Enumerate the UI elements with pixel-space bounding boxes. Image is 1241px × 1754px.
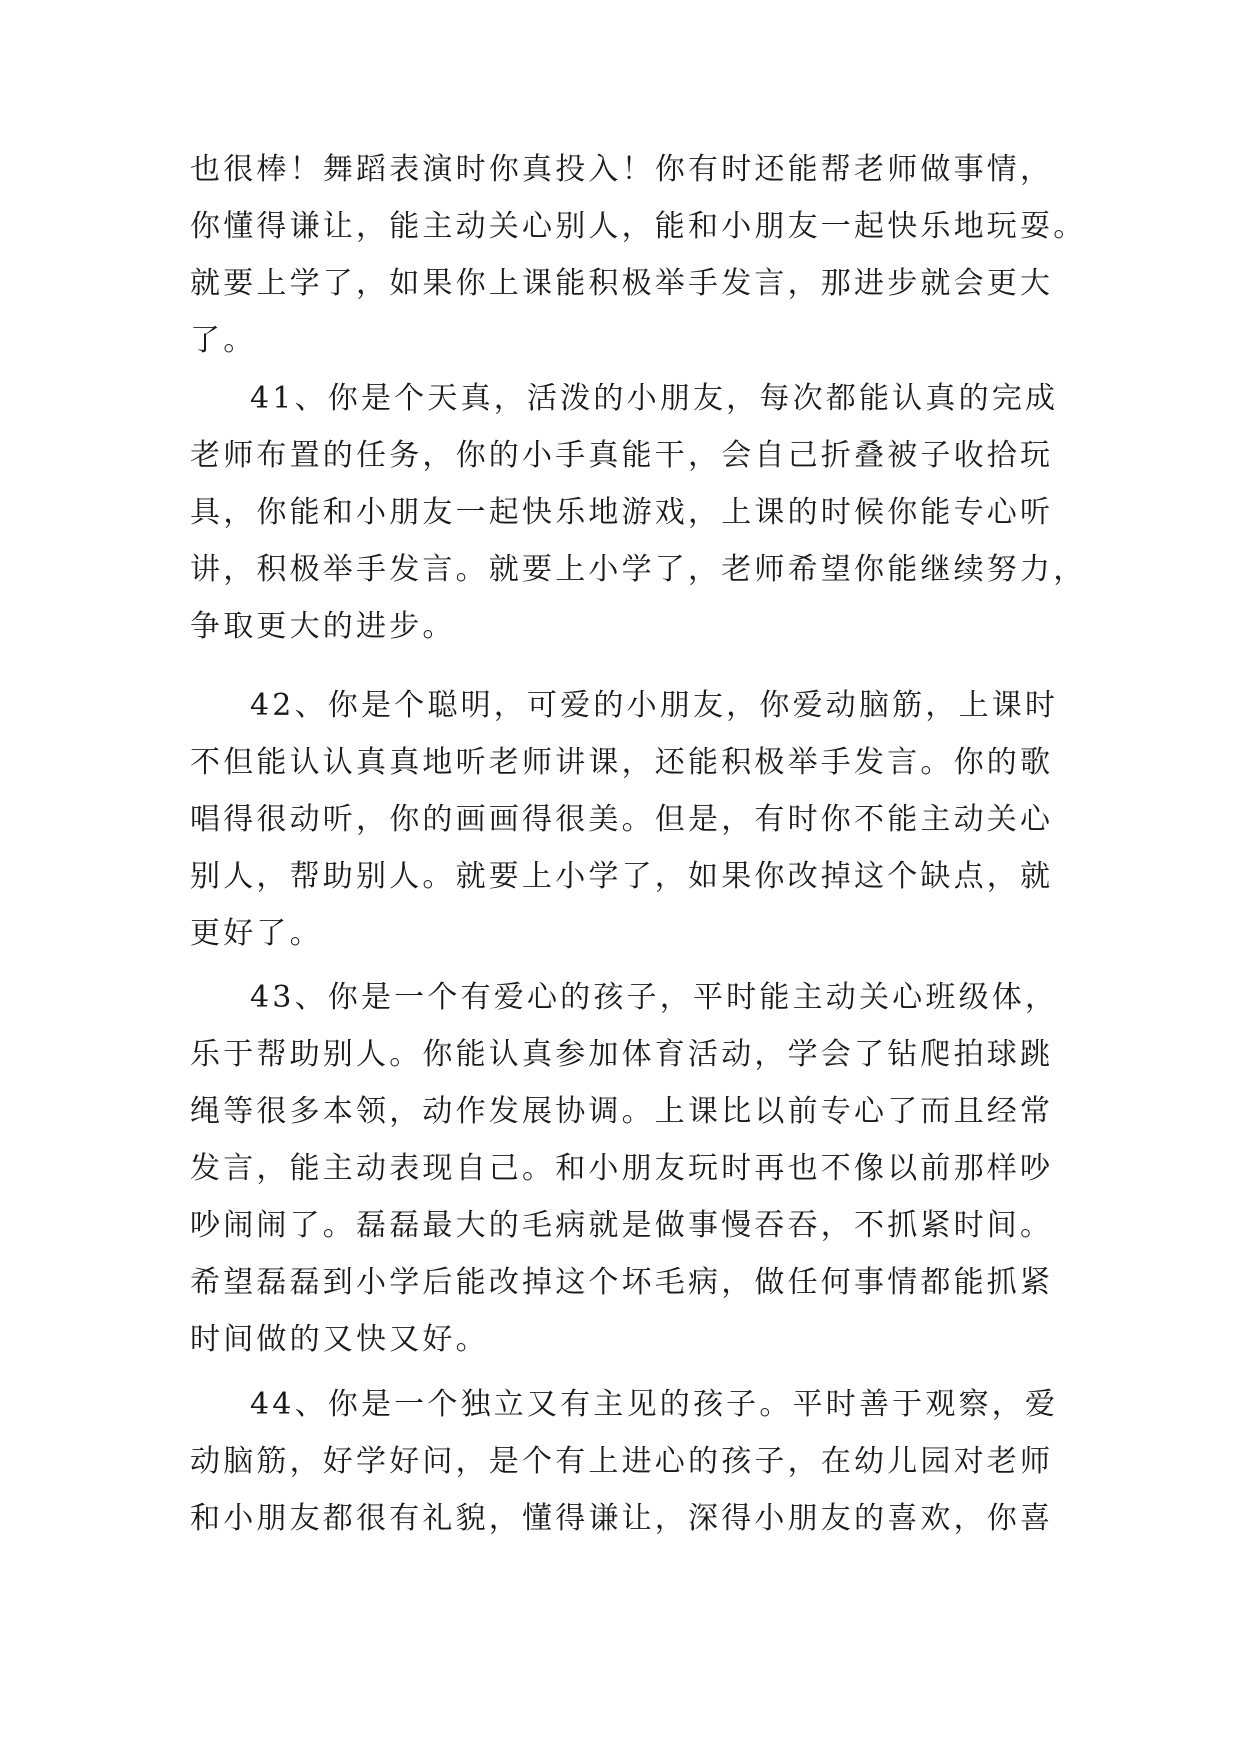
text-line: 就要上学了，如果你上课能积极举手发言，那进步就会更大 bbox=[190, 266, 1054, 301]
text-line: 时间做的又快又好。 bbox=[190, 1322, 489, 1357]
paragraph-43-first-line: 43、你是一个有爱心的孩子，平时能主动关心班级体， bbox=[250, 980, 1059, 1015]
text-line: 吵闹闹了。磊磊最大的毛病就是做事慢吞吞，不抓紧时间。 bbox=[190, 1208, 1054, 1243]
text-line: 更好了。 bbox=[190, 916, 323, 951]
text-line: 发言，能主动表现自己。和小朋友玩时再也不像以前那样吵 bbox=[190, 1151, 1054, 1186]
text-line: 别人，帮助别人。就要上小学了，如果你改掉这个缺点，就 bbox=[190, 859, 1054, 894]
text-line: 争取更大的进步。 bbox=[190, 609, 456, 644]
text-line: 了。 bbox=[190, 323, 257, 358]
text-line: 讲，积极举手发言。就要上小学了，老师希望你能继续努力， bbox=[190, 552, 1087, 587]
text-line: 动脑筋，好学好问，是个有上进心的孩子，在幼儿园对老师 bbox=[190, 1444, 1054, 1479]
text-line: 绳等很多本领，动作发展协调。上课比以前专心了而且经常 bbox=[190, 1094, 1054, 1129]
text-line: 不但能认认真真地听老师讲课，还能积极举手发言。你的歌 bbox=[190, 745, 1054, 780]
text-line: 也很棒！舞蹈表演时你真投入！你有时还能帮老师做事情， bbox=[190, 152, 1054, 187]
text-line: 和小朋友都很有礼貌，懂得谦让，深得小朋友的喜欢，你喜 bbox=[190, 1501, 1054, 1536]
text-line: 唱得很动听，你的画画得很美。但是，有时你不能主动关心 bbox=[190, 802, 1054, 837]
paragraph-41-first-line: 41、你是个天真，活泼的小朋友，每次都能认真的完成 bbox=[250, 381, 1059, 416]
text-line: 具，你能和小朋友一起快乐地游戏，上课的时候你能专心听 bbox=[190, 495, 1054, 530]
text-line: 你懂得谦让，能主动关心别人，能和小朋友一起快乐地玩耍。 bbox=[190, 209, 1087, 244]
paragraph-42-first-line: 42、你是个聪明，可爱的小朋友，你爱动脑筋，上课时 bbox=[250, 688, 1059, 723]
paragraph-44-first-line: 44、你是一个独立又有主见的孩子。平时善于观察，爱 bbox=[250, 1387, 1059, 1422]
text-line: 希望磊磊到小学后能改掉这个坏毛病，做任何事情都能抓紧 bbox=[190, 1265, 1054, 1300]
text-line: 乐于帮助别人。你能认真参加体育活动，学会了钻爬拍球跳 bbox=[190, 1037, 1054, 1072]
text-line: 老师布置的任务，你的小手真能干，会自己折叠被子收拾玩 bbox=[190, 438, 1054, 473]
